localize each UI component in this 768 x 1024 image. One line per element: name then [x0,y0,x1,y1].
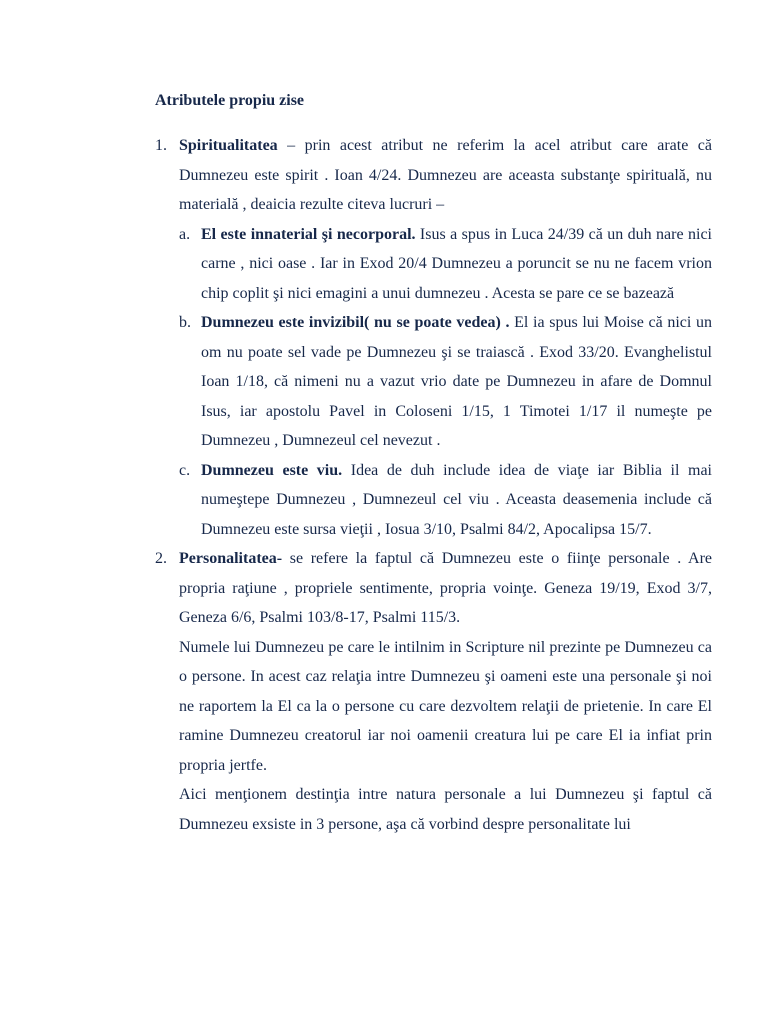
body-paragraph: Aici menţionem destinţia intre natura personale a lui Dumnezeu şi faptul că Dumnezeu exsiste in 3 persone, aşa că vorbind despre personalitate lui [179,786,712,833]
list-item-spiritualitatea [155,131,712,544]
sub-list [179,220,712,545]
sub-term-label: Dumnezeu este viu. [201,461,343,479]
list-item-text [179,131,712,220]
sub-item-text [201,456,712,545]
sub-term-description: Idea de duh include idea de viaţe iar Biblia il mai numeştepe Dumnezeu , Dumnezeul cel viu . Aceasta deasemenia include că Dumnezeu este sursa vieţii , Iosua 3/10, Psalmi 84/2, Apocalipsa 15/7. [201,461,713,538]
sub-term-label: Dumnezeu este invizibil( nu se poate vedea) . [201,314,510,331]
document-heading: Atributele propiu zise [155,92,305,109]
term-label: Spiritualitatea [179,137,278,154]
body-paragraph: Numele lui Dumnezeu pe care le intilnim in Scripture nil prezinte pe Dumnezeu ca o persone. In acest caz relaţia intre Dumnezeu şi oameni este una personale şi noi ne raportem la El ca la o persone cu care dezvoltem relaţii de prietenie. In care El ramine Dumnezeu creatorul iar noi oamenii creatura lui pe care El ia infiat prin propria jertfe. [179,638,712,774]
attributes-list [155,131,712,839]
sub-term-description: El ia spus lui Moise că nici un om nu poate sel vade pe Dumnezeu şi se traiască . Exod 33/20. Evanghelistul Ioan 1/18, că nimeni nu a vazut vrio date pe Dumnezeu in afare de Domnul Isus, iar apostolu Pavel in Coloseni 1/15, 1 Timotei 1/17 il numeşte pe Dumnezeu , Dumnezeul cel nevezut . [201,314,712,449]
sub-item-c [179,456,712,545]
list-item-text [179,544,712,633]
sub-term-description: Isus a spus in Luca 24/39 că un duh nare nici carne , nici oase . Iar in Exod 20/4 Dumnezeu a poruncit se nu ne facem vrion chip coplit şi nici emagini a unui dumnezeu . Acesta se pare ce se bazează [201,225,712,302]
sub-item-b [179,308,712,456]
list-number: 2. [155,550,167,567]
list-number: 1. [155,137,167,154]
sub-item-a [179,220,712,309]
sub-marker: a. [179,225,191,243]
term-description: se refere la faptul că Dumnezeu este o fiinţe personale . Are propria raţiune , propriele sentimente, propria voinţe. Geneza 19/19, Exod 3/7, Geneza 6/6, Psalmi 103/8-17, Psalmi 115/3. [179,550,712,626]
sub-item-text [201,220,712,309]
sub-marker: b. [179,314,191,331]
term-description: – prin acest atribut ne referim la acel atribut care arate că Dumnezeu este spirit . Ioan 4/24. Dumnezeu are aceasta substanţe spirituală, nu materială , deaicia rezulte citeva lucruri – [179,137,712,213]
list-item-personalitatea [155,544,712,839]
sub-marker: c. [179,461,191,479]
term-label: Personalitatea- [179,550,283,567]
sub-term-label: El este innaterial şi necorporal. [201,225,416,243]
sub-item-text [201,308,712,456]
